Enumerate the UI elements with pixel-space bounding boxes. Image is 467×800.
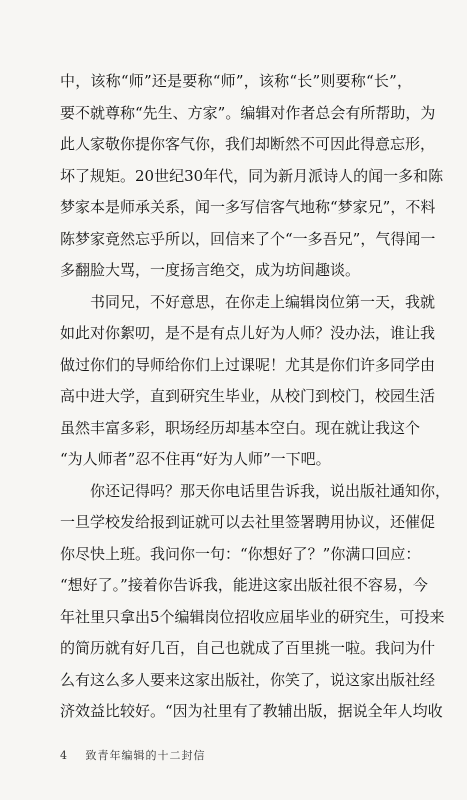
text-line: 如此对你絮叨，是不是有点儿好为人师？没办法，谁让我: [60, 324, 436, 342]
body-text: [60, 66, 451, 728]
paragraph-3: [60, 476, 451, 728]
text-line: 年社里只拿出5个编辑岗位招收应届毕业的研究生，可投来: [60, 607, 445, 626]
text-line: 多翻脸大骂，一度扬言绝交，成为坊间趣谈。: [60, 261, 361, 279]
text-line: 虽然丰富多彩，职场经历却基本空白。现在就让我这个: [60, 418, 421, 437]
text-line: 坏了规矩。20世纪30年代，同为新月派诗人的闻一多和陈: [60, 166, 444, 185]
text-line: 中，该称“师”还是要称“师”，该称“长”则要称“长”，: [60, 72, 412, 90]
text-line: 济效益比较好。“因为社里有了教辅出版，据说全年人均收: [60, 702, 443, 720]
running-title: 致青年编辑的十二封信: [85, 749, 206, 762]
text-line: 此人家敬你提你客气你，我们却断然不可因此得意忘形，: [60, 135, 436, 153]
text-line: “为人师者”忍不住再“好为人师”一下吧。: [60, 450, 331, 468]
text-line: 么有这么多人要来这家出版社，你笑了，说这家出版社经: [60, 670, 436, 689]
text-line: “想好了。”接着你告诉我，能进这家出版社很不容易，今: [60, 576, 428, 594]
text-line: 你还记得吗？那天你电话里告诉我，说出版社通知你，: [90, 481, 451, 500]
text-line: 你尽快上班。我问你一句：“你想好了？”你满口回应：: [60, 544, 421, 563]
paragraph-1: [60, 66, 444, 287]
text-line: 梦家本是师承关系，闻一多写信客气地称“梦家兄”，不料: [60, 198, 436, 216]
paragraph-2: [60, 287, 436, 476]
page-footer: [60, 747, 206, 763]
text-line: 陈梦家竟然忘乎所以，回信来了个“一多吾兄”，气得闻一: [60, 229, 436, 248]
text-line: 书同兄，不好意思，在你走上编辑岗位第一天，我就: [90, 292, 436, 311]
text-line: 一旦学校发给报到证就可以去社里签署聘用协议，还催促: [60, 513, 436, 531]
text-line: 的简历就有好几百，自己也就成了百里挑一啦。我问为什: [60, 639, 436, 657]
page-number: 4: [60, 749, 67, 762]
text-line: 做过你们的导师给你们上过课呢！尤其是你们许多同学由: [60, 355, 436, 374]
text-line: 要不就尊称“先生、方家”。编辑对作者总会有所帮助，为: [60, 103, 436, 122]
text-line: 高中进大学，直到研究生毕业，从校门到校门，校园生活: [60, 387, 436, 405]
